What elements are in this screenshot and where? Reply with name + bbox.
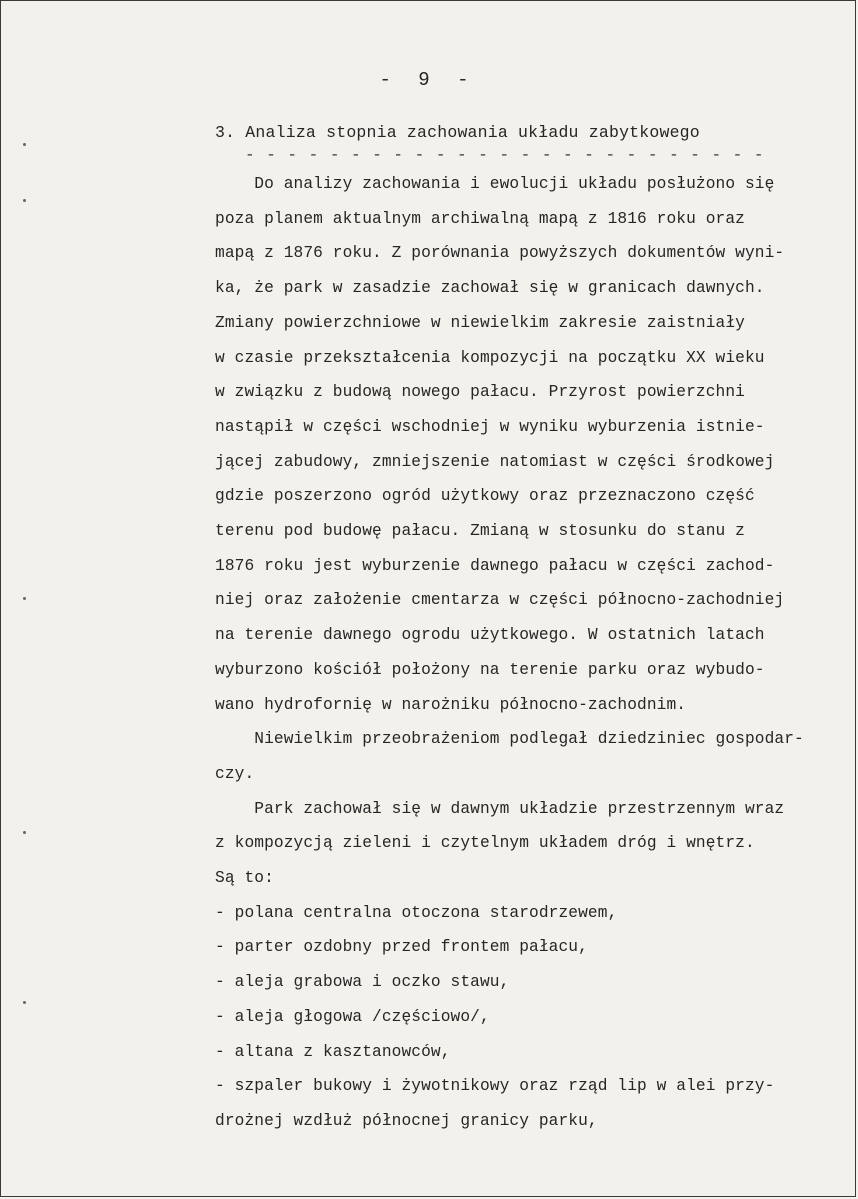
text-line: Są to: [215,869,274,887]
text-line: mapą z 1876 roku. Z porównania powyższych dokumentów wyni- [215,244,785,262]
text-line: na terenie dawnego ogrodu użytkowego. W ostatnich latach [215,626,765,644]
text-line: terenu pod budowę pałacu. Zmianą w stosunku do stanu z [215,522,745,540]
text-line: - aleja głogowa /częściowo/, [215,1008,490,1026]
text-line: wano hydrofornię w narożniku północno-zachodnim. [215,696,687,714]
text-line: - parter ozdobny przed frontem pałacu, [215,938,588,956]
punch-mark [23,1001,26,1004]
punch-mark [23,831,26,834]
text-line: z kompozycją zieleni i czytelnym układem dróg i wnętrz. [215,834,755,852]
text-line: Niewielkim przeobrażeniom podlegał dziedziniec gospodar- [215,730,804,748]
text-line: Do analizy zachowania i ewolucji układu posłużono się [215,175,775,193]
text-line: drożnej wzdłuż północnej granicy parku, [215,1112,598,1130]
text-line: - altana z kasztanowców, [215,1043,451,1061]
text-line: niej oraz założenie cmentarza w części północno-zachodniej [215,591,785,609]
text-line: ka, że park w zasadzie zachował się w granicach dawnych. [215,279,765,297]
text-line: Zmiany powierzchniowe w niewielkim zakresie zaistniały [215,314,745,332]
text-line: nastąpił w części wschodniej w wyniku wyburzenia istnie- [215,418,765,436]
text-line: - aleja grabowa i oczko stawu, [215,973,510,991]
text-line: czy. [215,765,255,783]
text-line: poza planem aktualnym archiwalną mapą z 1816 roku oraz [215,210,745,228]
punch-mark [23,143,26,146]
text-line: wyburzono kościół położony na terenie parku oraz wybudo- [215,661,765,679]
heading-underline: - - - - - - - - - - - - - - - - - - - - - - - - - [245,146,765,164]
punch-mark [23,597,26,600]
text-line: w związku z budową nowego pałacu. Przyrost powierzchni [215,383,745,401]
section-heading: 3. Analiza stopnia zachowania układu zabytkowego [215,123,700,142]
text-line: - polana centralna otoczona starodrzewem, [215,904,618,922]
text-line: jącej zabudowy, zmniejszenie natomiast w części środkowej [215,453,775,471]
text-line: - szpaler bukowy i żywotnikowy oraz rząd lip w alei przy- [215,1077,775,1095]
text-line: 1876 roku jest wyburzenie dawnego pałacu w części zachod- [215,557,775,575]
text-line: Park zachował się w dawnym układzie przestrzennym wraz [215,800,785,818]
text-line: w czasie przekształcenia kompozycji na początku XX wieku [215,349,765,367]
text-line: gdzie poszerzono ogród użytkowy oraz przeznaczono część [215,487,755,505]
page-number: - 9 - [379,69,477,91]
punch-mark [23,199,26,202]
